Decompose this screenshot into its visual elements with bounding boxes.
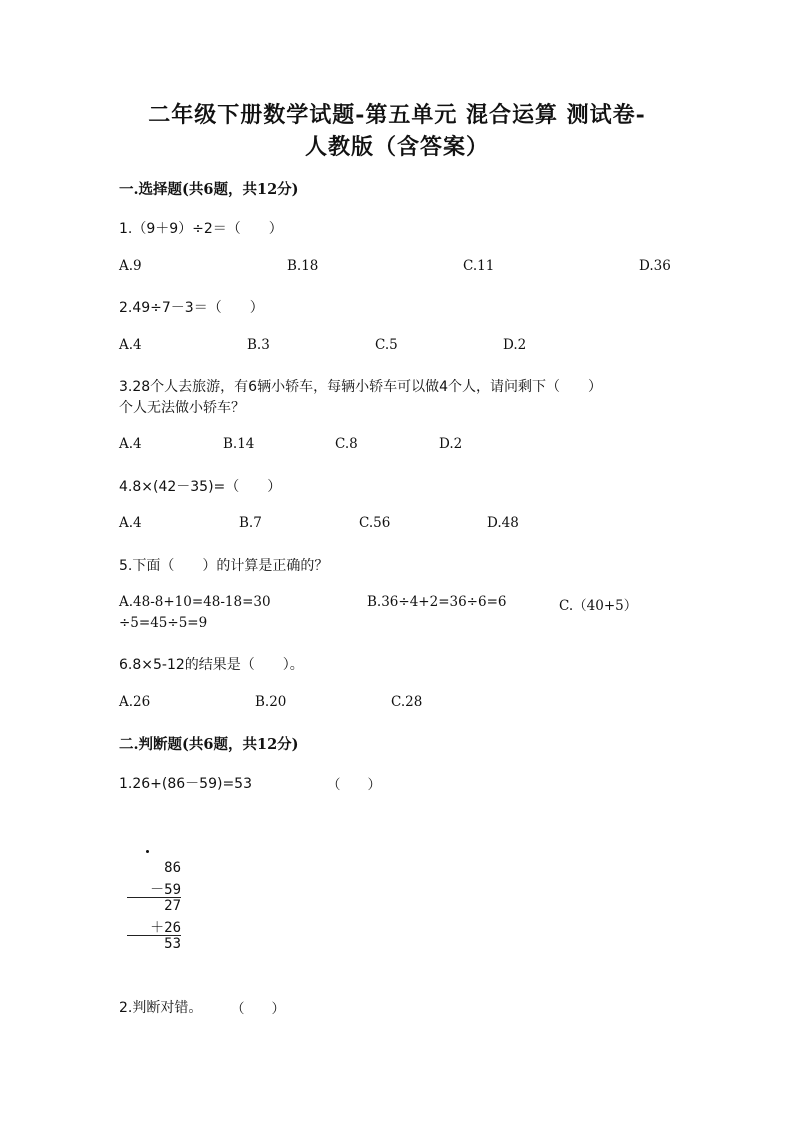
q1-option-c: C.11 bbox=[463, 258, 495, 274]
tf-question-1-blank: （ ） bbox=[327, 777, 381, 793]
q4-option-a: A.4 bbox=[119, 515, 142, 531]
q1-option-a: A.9 bbox=[119, 258, 142, 274]
q3-option-a: A.4 bbox=[119, 436, 142, 452]
section1-heading: 一.选择题(共6题，共12分) bbox=[119, 181, 299, 198]
q5-option-a: A.48-8+10=48-18=30 bbox=[119, 594, 271, 610]
carry-dot bbox=[146, 850, 149, 853]
q5-option-c-cont: ÷5=45÷5=9 bbox=[119, 615, 208, 631]
q2-option-c: C.5 bbox=[375, 337, 398, 353]
q3-option-d: D.2 bbox=[439, 436, 463, 452]
q6-option-a: A.26 bbox=[119, 694, 151, 710]
question-3: 3.28个人去旅游，有6辆小轿车，每辆小轿车可以做4个人，请问剩下（ ） bbox=[119, 379, 602, 395]
q1-option-b: B.18 bbox=[287, 258, 319, 274]
section2-heading: 二.判断题(共6题，共12分) bbox=[119, 736, 299, 753]
document-title-line2: 人教版（含答案） bbox=[304, 134, 489, 160]
tf-question-1: 1.26+(86－59)=53 bbox=[119, 776, 252, 792]
q6-option-c: C.28 bbox=[391, 694, 423, 710]
q2-option-b: B.3 bbox=[247, 337, 270, 353]
calc-row-4: ＋26 bbox=[150, 920, 181, 936]
calc-row-5: 53 bbox=[164, 936, 181, 952]
q2-option-d: D.2 bbox=[503, 337, 527, 353]
q4-option-d: D.48 bbox=[487, 515, 519, 531]
q3-option-c: C.8 bbox=[335, 436, 358, 452]
calc-row-1: 86 bbox=[164, 860, 181, 876]
question-6: 6.8×5-12的结果是（ ）。 bbox=[119, 657, 304, 673]
calc-row-2: －59 bbox=[150, 882, 181, 898]
q6-option-b: B.20 bbox=[255, 694, 287, 710]
question-3-cont: 个人无法做小轿车？ bbox=[119, 400, 245, 416]
q4-option-b: B.7 bbox=[239, 515, 262, 531]
document-title-line1: 二年级下册数学试题-第五单元 混合运算 测试卷- bbox=[148, 102, 646, 128]
q5-option-b: B.36÷4+2=36÷6=6 bbox=[367, 594, 507, 610]
q5-option-c: C.（40+5） bbox=[559, 598, 638, 614]
calc-row-3: 27 bbox=[164, 898, 181, 914]
question-5: 5.下面（ ）的计算是正确的？ bbox=[119, 558, 329, 574]
q2-option-a: A.4 bbox=[119, 337, 142, 353]
q3-option-b: B.14 bbox=[223, 436, 255, 452]
vertical-calculation bbox=[119, 848, 199, 958]
question-2: 2.49÷7－3＝（ ） bbox=[119, 300, 264, 316]
q4-option-c: C.56 bbox=[359, 515, 391, 531]
tf-question-2: 2.判断对错。 bbox=[119, 1000, 203, 1016]
question-1: 1.（9＋9）÷2＝（ ） bbox=[119, 221, 283, 237]
q1-option-d: D.36 bbox=[639, 258, 671, 274]
tf-question-2-blank: （ ） bbox=[231, 1001, 285, 1017]
question-4: 4.8×(42－35)=（ ） bbox=[119, 479, 282, 495]
